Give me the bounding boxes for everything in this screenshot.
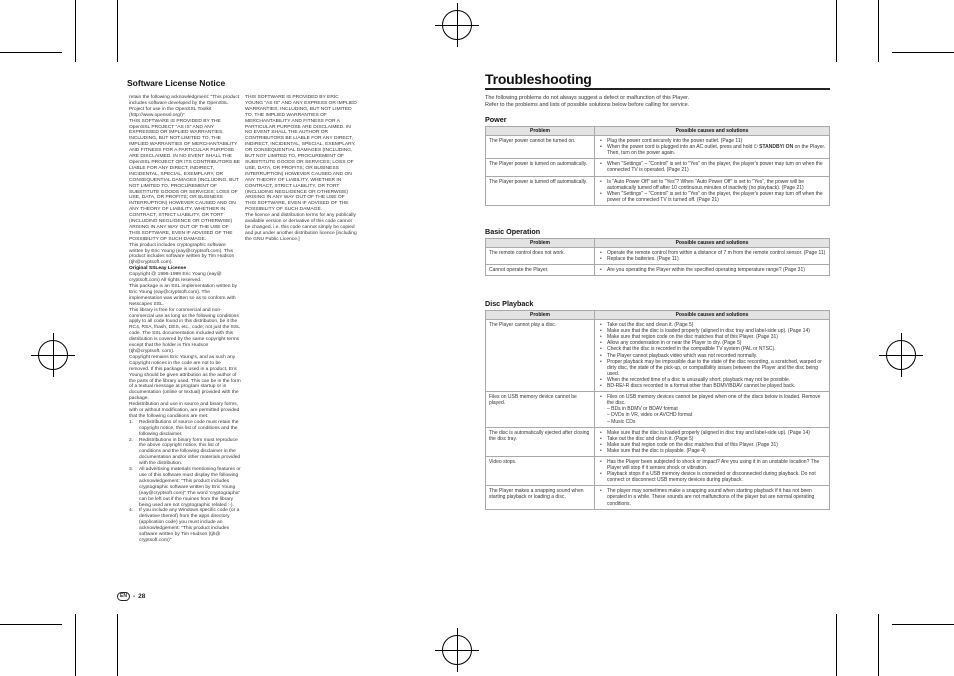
crop-mark [878, 614, 879, 676]
table-row [486, 427, 830, 456]
table-row [486, 136, 830, 159]
solution-item [598, 394, 826, 406]
solution-text: – BDs in BDMV or BDAV format [607, 406, 678, 413]
solution-item [598, 144, 826, 156]
solution-text: Are you operating the Player within the specified operating temperature range? (Page 31) [607, 267, 805, 274]
solution-text: BD-RE/-R discs recorded in a format other than BDMV/BDAV cannot be played back. [607, 383, 796, 390]
solution-text: Make sure that the disc is loaded properly (aligned in disc tray and label-side up). (Page 14) [607, 429, 810, 436]
license-list-item [129, 508, 241, 543]
problem-cell: The Player makes a snapping sound when starting playback or loading a disc. [486, 486, 595, 509]
table-row [486, 456, 830, 485]
crop-mark [836, 0, 837, 62]
table-row [486, 248, 830, 265]
solution-text: Playback stops if a USB memory device is connected or disconnected during playback. Do not connect or disconnect USB memory devices during playback. [607, 471, 816, 484]
section-heading: Basic Operation [485, 227, 541, 236]
license-paragraph: THIS SOFTWARE IS PROVIDED BY ERIC YOUNG "AS IS" AND ANY EXPRESS OR IMPLIED WARRANTIES, INCLUDING, BUT NOT LIMITED TO, THE IMPLIED WARRANTIES OF MERCHANTABILITY AND FITNESS FOR A PARTICULAR PURPOSE ARE DISCLAIMED. IN NO EVENT SHALL THE AUTHOR OR CONTRIBUTORS BE LIABLE FOR ANY DIRECT, INDIRECT, INCIDENTAL, SPECIAL, EXEMPLARY, OR CONSEQUENTIAL DAMAGES (INCLUDING, BUT NOT LIMITED TO, PROCUREMENT OF SUBSTITUTE GOODS OR SERVICES; LOSS OF USE, DATA, OR PROFITS; OR BUSINESS INTERRUPTION) HOWEVER CAUSED AND ON ANY THEORY OF LIABILITY, WHETHER IN CONTRACT, STRICT LIABILITY, OR TORT (INCLUDING NEGLIGENCE OR OTHERWISE) ARISING IN ANY WAY OUT OF THE USE OF THIS SOFTWARE, EVEN IF ADVISED OF THE POSSIBILITY OF SUCH DAMAGE. [245, 95, 357, 213]
solution-item [598, 383, 826, 389]
section-heading: Power [485, 115, 507, 124]
solution-item [598, 419, 826, 425]
solution-item [598, 161, 826, 173]
problem-cell: The Player power is turned off automatically. [486, 176, 595, 205]
solution-list [598, 179, 826, 203]
license-paragraph: This library is free for commercial and non-commercial use as long as the following conditions apply to all code found in this distribution, be it the RC4, RSA, lhash, DES, etc., code; not just the SSL code. The SSL documentation included with this distribution is covered by the same copyright terms except that the holder is Tim Hudson (tjh@cryptsoft. com). [129, 307, 240, 354]
solution-text: When "Settings" – "Control" is set to "Yes" on the player, the player's power may turn on when the connected TV is operated. (Page 21) [607, 161, 823, 174]
solution-text: Proper playback may be impossible due to the state of the disc recording, a scratched, warped or dirty disc, the state of the pick-up, or compatibility issues between the Player and the disc being used. [607, 358, 822, 377]
solutions-cell [595, 136, 830, 159]
solution-item [598, 359, 826, 377]
solution-text: – DVDs in VR, video or AVCHD format [607, 412, 693, 419]
solution-text: Make sure that region code on the disc matches that of this Player. (Page 31) [607, 334, 778, 341]
solution-text: When "Settings" – "Control" is set to "Yes" on the player, the player's power may turn off when the power of the connected TV is turned off. (Page 21) [607, 190, 823, 203]
registration-mark [442, 10, 472, 40]
solution-text: Is "Auto Power Off" set to "Yes"? When "Auto Power Off" is set to "Yes", the power will be automatically turned off after 10 continuous minutes of inactivity (no playback). (Page 21) [607, 178, 805, 191]
solution-text: The player may sometimes make a snapping sound when starting playback if it has not been operated in a while. These sounds are not malfunctions of the player but are normal operating conditions. [607, 488, 815, 507]
intro-line: The following problems do not always suggest a defect or malfunction of this Player. [485, 95, 690, 101]
license-column-2 [245, 95, 357, 243]
solution-list [598, 430, 826, 454]
solution-list [598, 394, 826, 424]
solution-list [598, 138, 826, 156]
license-paragraph: Redistribution and use in source and binary forms, with or without modification, are permitted provided that the following conditions are met: [129, 402, 240, 419]
license-paragraph: This product includes cryptographic software written by Eric Young (eay@cryptsoft.com). This product includes software written by Tim Hudson (tjh@cryptsoft.com). [129, 242, 235, 266]
registration-mark [38, 340, 68, 370]
solution-text: Operate the remote control from within a distance of 7 m from the remote control sensor. (Page 11) [607, 250, 826, 257]
problem-cell: The Player power is turned on automatically. [486, 159, 595, 176]
language-badge: EN [117, 592, 130, 601]
license-paragraph: Copyright @ 1995-1998 Eric Young (eay@ cryptsoft.com) All rights reserved. [129, 272, 222, 284]
table-header-row [486, 127, 830, 136]
solution-item [598, 471, 826, 483]
solution-text: Plug the power cord securely into the power outlet. (Page 11) [607, 138, 743, 145]
solutions-cell [595, 427, 830, 456]
solution-text: on the Player. Then, turn on the power again. [607, 144, 826, 157]
column-header-solutions: Possible causes and solutions [595, 311, 830, 320]
solution-item [598, 256, 826, 262]
solution-item [598, 488, 826, 506]
table-header-row [486, 311, 830, 320]
license-title: Software License Notice [127, 78, 226, 88]
solution-text: Has the Player been subjected to shock or impact? Are you using it in an unstable location? The Player will stop if it senses shock or vibration. [607, 458, 820, 472]
section-heading: Disc Playback [485, 299, 534, 308]
table-header-row [486, 239, 830, 248]
page-dash: - [133, 593, 136, 600]
page-number [117, 592, 145, 601]
list-text: If you include any Windows specific code (or a derivative thereof) from the apps directory (application code) you must include an acknowledgement: "This product includes software written by Tim Hudson (tjh@ cryptsoft.com)" [139, 508, 240, 543]
table-row [486, 176, 830, 205]
list-number: 1. [129, 419, 134, 425]
troubleshooting-table [485, 310, 830, 510]
solution-list [598, 459, 826, 483]
solutions-cell [595, 176, 830, 205]
problem-cell: The remote control does not work. [486, 248, 595, 265]
license-list-item [129, 467, 241, 508]
license-subheading: Original SSLeay License [129, 266, 187, 272]
solutions-cell [595, 392, 830, 427]
solution-list [598, 267, 826, 273]
crop-mark [892, 52, 954, 53]
crop-mark [117, 614, 118, 676]
crop-mark [0, 624, 62, 625]
solution-text: Replace the batteries. (Page 11) [607, 256, 679, 263]
license-list-item [129, 438, 241, 468]
solution-text: When the power cord is plugged into an AC outlet, press and hold ⏻ [607, 144, 760, 151]
crop-mark [878, 0, 879, 62]
solution-text: Take out the disc and clean it. (Page 5) [607, 322, 694, 329]
list-text: Redistributions in binary form must reproduce the above copyright notice, this list of conditions and the following disclaimer in the documentation and/or other materials provided with the distribution. [139, 437, 241, 467]
troubleshooting-table [485, 238, 830, 276]
solution-list [598, 250, 826, 262]
solution-text: Check that the disc is recorded in the compatible TV system (PAL or NTSC). [607, 346, 776, 353]
solutions-cell [595, 486, 830, 509]
table-row [486, 320, 830, 392]
solution-text: The Player cannot playback video which was not recorded normally. [607, 352, 758, 359]
solution-list [598, 322, 826, 389]
license-paragraph: retain the following acknowledgment: "This product includes software developed by the OpenSSL Project for use in the OpenSSL Toolkit (http://www.openssl.org/)" [129, 95, 240, 118]
solutions-cell [595, 320, 830, 392]
table-row [486, 392, 830, 427]
license-column-1 [129, 95, 241, 544]
table-row [486, 159, 830, 176]
solution-item [598, 191, 826, 203]
problem-cell: The Player cannot play a disc. [486, 320, 595, 392]
problem-cell: Cannot operate the Player. [486, 265, 595, 276]
column-header-solutions: Possible causes and solutions [595, 127, 830, 136]
solution-item [598, 459, 826, 471]
title-rule [485, 88, 830, 90]
crop-mark [117, 0, 118, 62]
registration-mark [442, 635, 472, 665]
list-number: 3. [129, 467, 134, 473]
button-name: STANDBY/ ON [759, 144, 794, 151]
troubleshooting-table [485, 126, 830, 206]
solution-text: When the recorded time of a disc is unusually short, playback may not be possible. [607, 376, 791, 383]
page-number-value: 28 [138, 593, 146, 600]
license-paragraph: THIS SOFTWARE IS PROVIDED BY THE OpenSSL PROJECT "AS IS" AND ANY EXPRESSED OR IMPLIED WARRANTIES, INCLUDING, BUT NOT LIMITED TO, THE IMPLIED WARRANTIES OF MERCHANTABILITY AND FITNESS FOR A PARTICULAR PURPOSE ARE DISCLAIMED. IN NO EVENT SHALL THE OpenSSL PROJECT OR ITS CONTRIBUTORS BE LIABLE FOR ANY DIRECT, INDIRECT, INCIDENTAL, SPECIAL, EXEMPLARY, OR CONSEQUENTIAL DAMAGES (INCLUDING, BUT NOT LIMITED TO, PROCUREMENT OF SUBSTITUTE GOODS OR SERVICES; LOSS OF USE, DATA, OR PROFITS; OR BUSINESS INTERRUPTION) HOWEVER CAUSED AND ON ANY THEORY OF LIABILITY, WHETHER IN CONTRACT, STRICT LIABILITY, OR TORT (INCLUDING NEGLIGENCE OR OTHERWISE) ARISING IN ANY WAY OUT OF THE USE OF THIS SOFTWARE, EVEN IF ADVISED OF THE POSSIBILITY OF SUCH DAMAGE. [129, 118, 241, 242]
solution-text: Make sure that region code on the disc matches that of this Player. (Page 31) [607, 441, 778, 448]
solution-item [598, 267, 826, 273]
solution-text: Allow any condensation in or near the Player to dry. (Page 5) [607, 340, 742, 347]
solution-text: Make sure that the disc is loaded properly (aligned in disc tray and label-side up). (Page 14) [607, 328, 810, 335]
solution-item [598, 179, 826, 191]
list-text: Redistributions of source code must retain the copyright notice, this list of conditions and the following disclaimer. [139, 419, 239, 437]
solution-item [598, 448, 826, 454]
crop-mark [892, 624, 954, 625]
problem-cell: Files on USB memory device cannot be played. [486, 392, 595, 427]
column-header-problem: Problem [486, 311, 595, 320]
intro-text [485, 95, 830, 109]
column-header-problem: Problem [486, 127, 595, 136]
problem-cell: The Player power cannot be turned on. [486, 136, 595, 159]
solution-text: – Music CDs [607, 418, 636, 425]
solution-text: Make sure that the disc is playable. (Page 4) [607, 447, 706, 454]
license-paragraph: The licence and distribution terms for any publically available version or derivative of this code cannot be changed. i.e. this code cannot simply be copied and put under another distribution licence [including the GNU Public Licence.] [245, 213, 357, 242]
crop-mark [0, 52, 62, 53]
intro-line: Refer to the problems and lists of possible solutions below before calling for service. [485, 102, 690, 108]
column-header-solutions: Possible causes and solutions [595, 239, 830, 248]
crop-mark [836, 614, 837, 676]
column-header-problem: Problem [486, 239, 595, 248]
solution-text: Take out the disc and clean it. (Page 5) [607, 435, 694, 442]
license-paragraph: Copyright remains Eric Young's, and as such any Copyright notices in the code are not to be removed. If this package is used in a product, Eric Young should be given attribution as the author of the parts of the library used. This can be in the form of a textual message at program startup or in documentation (online or textual) provided with the package. [129, 354, 241, 402]
solutions-cell [595, 456, 830, 485]
solutions-cell [595, 248, 830, 265]
solution-list [598, 161, 826, 173]
solutions-cell [595, 159, 830, 176]
table-row [486, 265, 830, 276]
license-paragraph: This package is an SSL implementation written by Eric Young (eay@cryptsoft.com). The implementation was written so as to conform with Netscapes SSL. [129, 284, 238, 307]
problem-cell: The disc is automatically ejected after closing the disc tray. [486, 427, 595, 456]
solution-list [598, 488, 826, 506]
table-row [486, 486, 830, 509]
list-number: 4. [129, 508, 134, 514]
problem-cell: Video stops. [486, 456, 595, 485]
solution-text: Files on USB memory devices cannot be played when one of the discs below is loaded. Remove the disc. [607, 394, 821, 407]
crop-mark [75, 0, 76, 62]
registration-mark [886, 340, 916, 370]
list-text: All advertising materials mentioning features or use of this software must display the following acknowledgement: "This product includes cryptographic software written by Eric Young (eay@cryptsoft.com)" The word 'cryptographic' can be left out if the rouines from the library being used are not cryptographic related :-). [139, 467, 241, 508]
list-number: 2. [129, 437, 134, 443]
page-title: Troubleshooting [485, 71, 592, 87]
solutions-cell [595, 265, 830, 276]
license-list-item [129, 420, 241, 438]
crop-mark [75, 614, 76, 676]
